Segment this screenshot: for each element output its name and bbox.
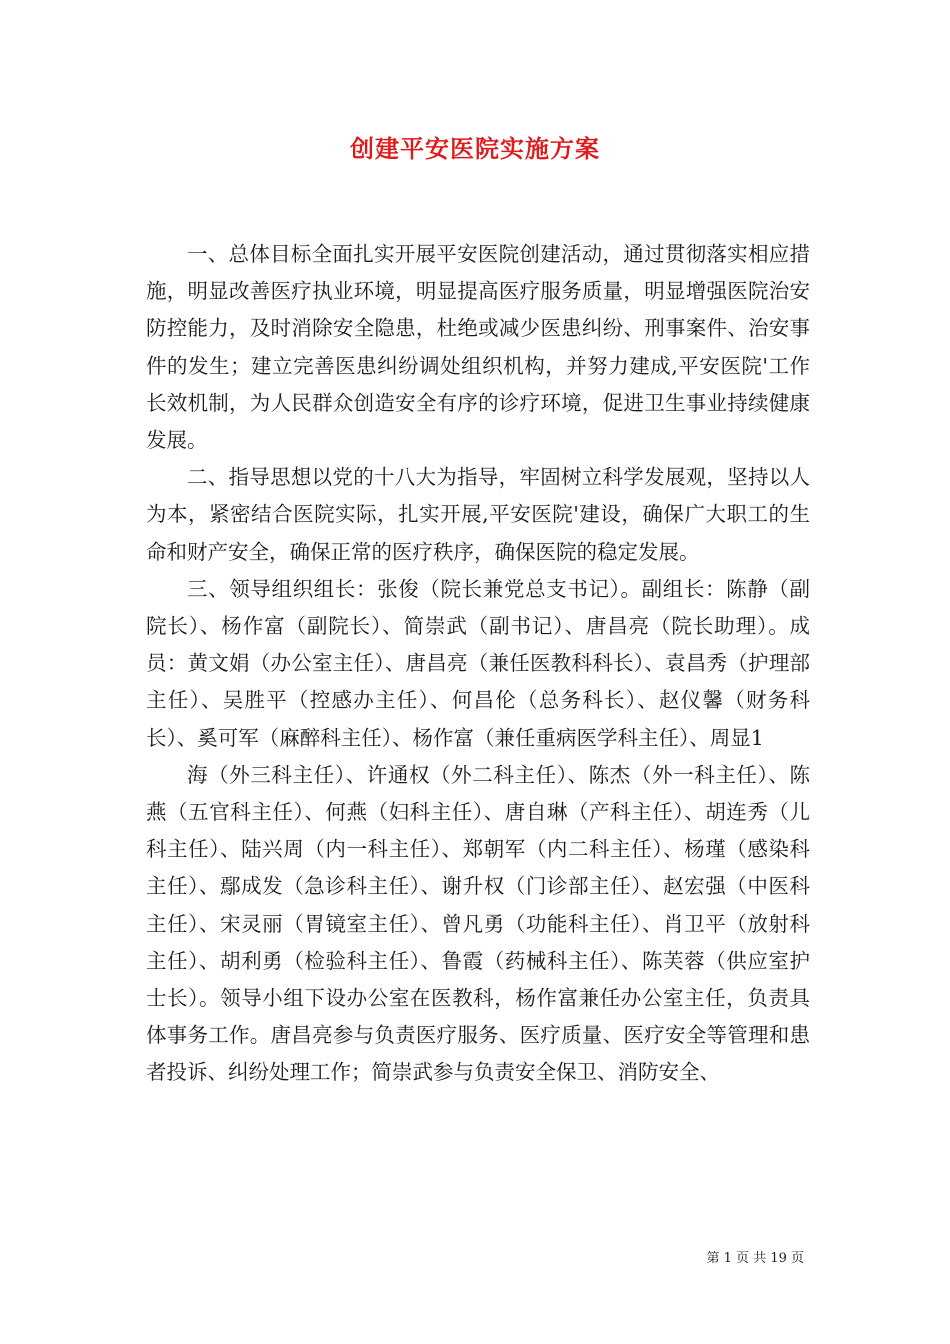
paragraph-members-continued: 海（外三科主任）、许通权（外二科主任）、陈杰（外一科主任）、陈燕（五官科主任）、何燕（妇科主任）、唐自琳（产科主任）、胡连秀（儿科主任）、陆兴周（内一科主任）、郑朝军（内二科主任）、杨瑾（感染科主任）、鄢成发（急诊科主任）、谢升权（门诊部主任）、赵宏强（中医科主任）、宋灵丽（胃镜室主任）、曾凡勇（功能科主任）、肖卫平（放射科主任）、胡利勇（检验科主任）、鲁霞（药械科主任）、陈芙蓉（供应室护士长）。领导小组下设办公室在医教科，杨作富兼任办公室主任，负责具体事务工作。唐昌亮参与负责医疗服务、医疗质量、医疗安全等管理和患者投诉、纠纷处理工作；简崇武参与负责安全保卫、消防安全、 (146, 762, 810, 1085)
page-number-footer: 第 1 页 共 19 页 (706, 1251, 804, 1266)
document-body (146, 236, 810, 1092)
paragraph-general-goal: 一、总体目标全面扎实开展平安医院创建活动，通过贯彻落实相应措施，明显改善医疗执业环境，明显提高医疗服务质量，明显增强医院治安防控能力，及时消除安全隐患，杜绝或减少医患纠纷、刑事案件、治安事件的发生；建立完善医患纠纷调处组织机构，并努力建成,平安医院'工作长效机制，为人民群众创造安全有序的诊疗环境，促进卫生事业持续健康发展。 (146, 242, 810, 453)
paragraph-guiding-ideology: 二、指导思想以党的十八大为指导，牢固树立科学发展观，坚持以人为本，紧密结合医院实际，扎实开展,平安医院'建设，确保广大职工的生命和财产安全，确保正常的医疗秩序，确保医院的稳定发展。 (146, 465, 810, 564)
page-title: 创建平安医院实施方案 (350, 134, 600, 163)
paragraph-leadership-organization: 三、领导组织组长：张俊（院长兼党总支书记）。副组长：陈静（副院长）、杨作富（副院长）、简崇武（副书记）、唐昌亮（院长助理）。成员：黄文娟（办公室主任）、唐昌亮（兼任医教科科长）、袁昌秀（护理部主任）、吴胜平（控感办主任）、何昌伦（总务科长）、赵仪馨（财务科长）、奚可军（麻醉科主任）、杨作富（兼任重病医学科主任）、周显1 (146, 576, 810, 750)
